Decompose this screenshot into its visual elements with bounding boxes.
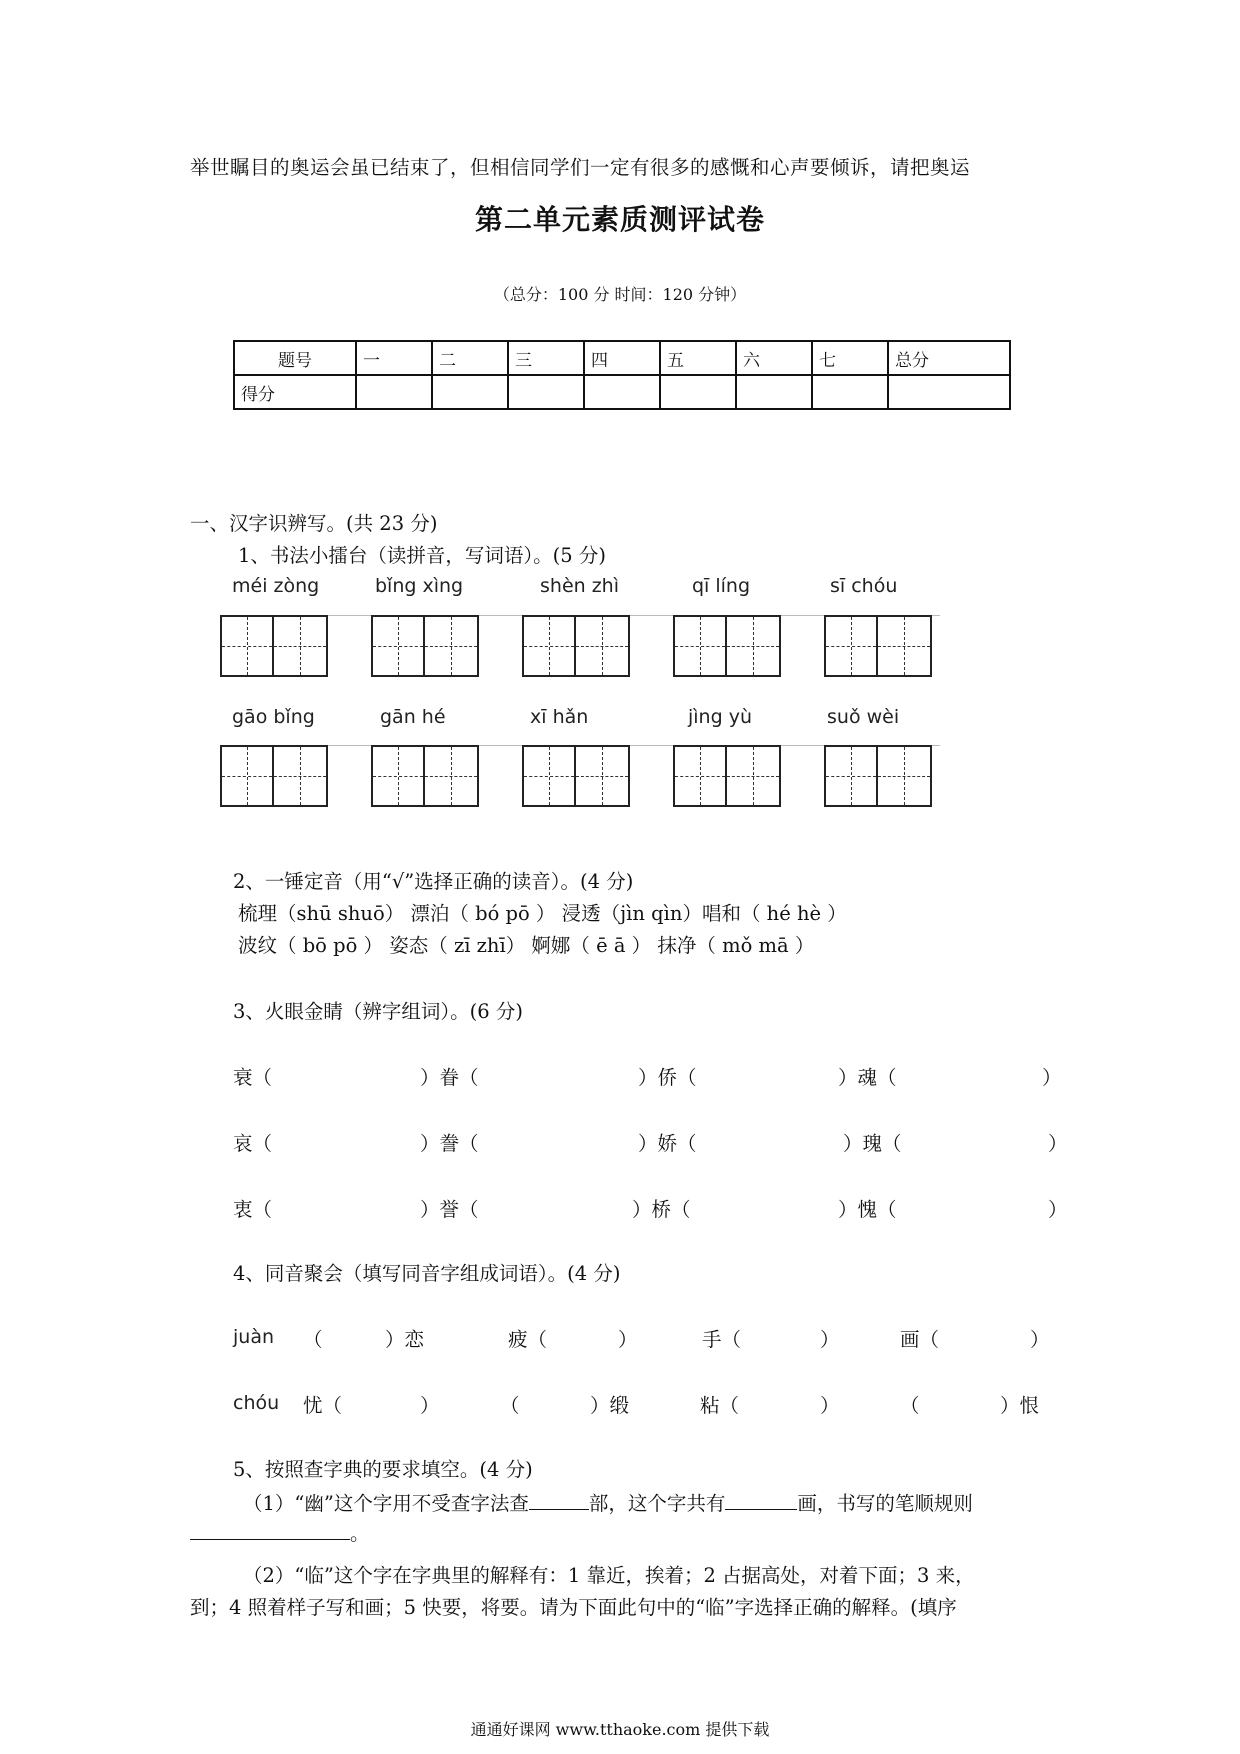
writing-grid[interactable] <box>371 745 479 807</box>
q3-item: ）愧（ <box>838 1198 897 1221</box>
writing-grid[interactable] <box>824 615 932 677</box>
q4-item: 粘（ <box>700 1394 740 1417</box>
q3-item: ） <box>1048 1132 1068 1155</box>
writing-grid[interactable] <box>673 745 781 807</box>
q3-item: ）娇（ <box>638 1132 697 1155</box>
pinyin-label: méi zòng <box>232 575 320 597</box>
q5-p1-text: （1）“幽”这个字用不受查字法查 <box>243 1492 529 1515</box>
q4-item: （ <box>900 1394 920 1417</box>
score-cell <box>888 375 1010 409</box>
q3-title: 3、火眼金睛（辨字组词）。(6 分) <box>233 1000 523 1023</box>
writing-grid[interactable] <box>522 745 630 807</box>
q1-title: 1、书法小擂台（读拼音，写词语）。(5 分) <box>238 544 606 567</box>
score-cell <box>736 375 812 409</box>
q4-item: ）缎 <box>590 1394 630 1417</box>
score-header-cell: 七 <box>812 341 888 375</box>
writing-grid[interactable] <box>522 615 630 677</box>
q3-item: 哀（ <box>233 1132 273 1155</box>
pinyin-label: jìng yù <box>688 706 752 728</box>
q3-item: ）桥（ <box>632 1198 691 1221</box>
q4-item: 手（ <box>702 1328 742 1351</box>
pinyin-label: sī chóu <box>830 575 898 597</box>
subtitle: （总分：100 分 时间：120 分钟） <box>493 285 747 304</box>
q3-item: 衷（ <box>233 1198 273 1221</box>
q3-item: ） <box>1042 1066 1062 1089</box>
q4-item: ） <box>820 1394 840 1417</box>
score-header-cell: 总分 <box>888 341 1010 375</box>
q4-item: （ <box>303 1328 323 1351</box>
footer: 通通好课网 www.tthaoke.com 提供下载 <box>470 1720 770 1739</box>
q4-item: ） <box>618 1328 638 1351</box>
score-cell <box>356 375 432 409</box>
q3-item: 衰（ <box>233 1066 273 1089</box>
q4-item: ）恋 <box>385 1328 425 1351</box>
score-cell <box>660 375 736 409</box>
q5-paragraph-2: （2）“临”这个字在字典里的解释有：1 靠近，挨着；2 占据高处，对着下面；3 来， <box>243 1564 975 1587</box>
score-header-cell: 一 <box>356 341 432 375</box>
q5-paragraph-1-cont <box>190 1518 370 1546</box>
section-1-title: 一、汉字识辨写。(共 23 分) <box>190 512 438 535</box>
answer-blank[interactable] <box>190 1521 350 1540</box>
q4-title: 4、同音聚会（填写同音字组成词语）。(4 分) <box>233 1262 621 1285</box>
q4-item: （ <box>500 1394 520 1417</box>
score-cell <box>584 375 660 409</box>
q4-item: 画（ <box>900 1328 940 1351</box>
q4-item: ） <box>1030 1328 1050 1351</box>
score-header-cell: 二 <box>432 341 508 375</box>
pinyin-label: gāo bǐng <box>232 706 315 728</box>
score-table <box>233 340 1011 410</box>
q2-title: 2、一锤定音（用“√”选择正确的读音）。(4 分) <box>233 870 634 893</box>
q3-item: ）誊（ <box>420 1132 479 1155</box>
q3-item: ）魂（ <box>838 1066 897 1089</box>
score-header-cell: 四 <box>584 341 660 375</box>
q2-line: 梳理（shū shuō） 漂泊（ bó pō ） 浸透（jìn qìn）唱和（ hé hè ） <box>238 902 847 925</box>
writing-grid[interactable] <box>371 615 479 677</box>
pinyin-label: chóu <box>233 1392 280 1414</box>
q4-item: 忧（ <box>303 1394 343 1417</box>
pinyin-label: bǐng xìng <box>375 575 464 597</box>
q5-title: 5、按照查字典的要求填空。(4 分) <box>233 1458 533 1481</box>
q3-item: ）眷（ <box>420 1066 479 1089</box>
answer-blank[interactable] <box>529 1491 589 1510</box>
score-header-cell: 六 <box>736 341 812 375</box>
pinyin-label: xī hǎn <box>530 706 589 728</box>
q4-item: ） <box>820 1328 840 1351</box>
q5-p1-text: 部，这个字共有 <box>588 1492 726 1515</box>
q5-p1-text: 。 <box>350 1522 370 1545</box>
q4-item: ）恨 <box>1000 1394 1040 1417</box>
pinyin-label: gān hé <box>380 706 446 728</box>
q4-item: 疲（ <box>508 1328 548 1351</box>
writing-grid[interactable] <box>673 615 781 677</box>
q3-item: ）誉（ <box>420 1198 479 1221</box>
score-cell <box>508 375 584 409</box>
page-title: 第二单元素质测评试卷 <box>474 203 765 236</box>
score-header-cell: 五 <box>660 341 736 375</box>
score-cell <box>432 375 508 409</box>
score-table-score-row <box>234 375 1010 409</box>
answer-blank[interactable] <box>725 1491 797 1510</box>
pinyin-label: suǒ wèi <box>827 706 900 728</box>
score-table-header-row <box>234 341 1010 375</box>
score-header-cell: 三 <box>508 341 584 375</box>
q2-line: 波纹（ bō pō ） 姿态（ zī zhī） 婀娜（ ē ā ） 抹净（ mǒ mā ） <box>238 934 815 957</box>
q5-paragraph-2-cont: 到；4 照着样子写和画；5 快要，将要。请为下面此句中的“临”字选择正确的解释。(填序 <box>190 1596 957 1619</box>
score-row-label: 得分 <box>234 375 356 409</box>
q3-item: ）侨（ <box>638 1066 697 1089</box>
pinyin-label: qī líng <box>692 575 751 597</box>
q5-p1-text: 画，书写的笔顺规则 <box>797 1492 973 1515</box>
q5-paragraph-1 <box>243 1488 973 1516</box>
score-header-cell: 题号 <box>234 341 356 375</box>
q4-item: ） <box>420 1394 440 1417</box>
pinyin-label: shèn zhì <box>540 575 620 597</box>
q3-item: ）瑰（ <box>843 1132 902 1155</box>
writing-grid[interactable] <box>220 745 328 807</box>
q3-item: ） <box>1048 1198 1068 1221</box>
writing-grid[interactable] <box>824 745 932 807</box>
pinyin-label: juàn <box>233 1326 275 1348</box>
score-cell <box>812 375 888 409</box>
writing-grid[interactable] <box>220 615 328 677</box>
top-line: 举世瞩目的奥运会虽已结束了，但相信同学们一定有很多的感慨和心声要倾诉，请把奥运 <box>190 156 971 179</box>
